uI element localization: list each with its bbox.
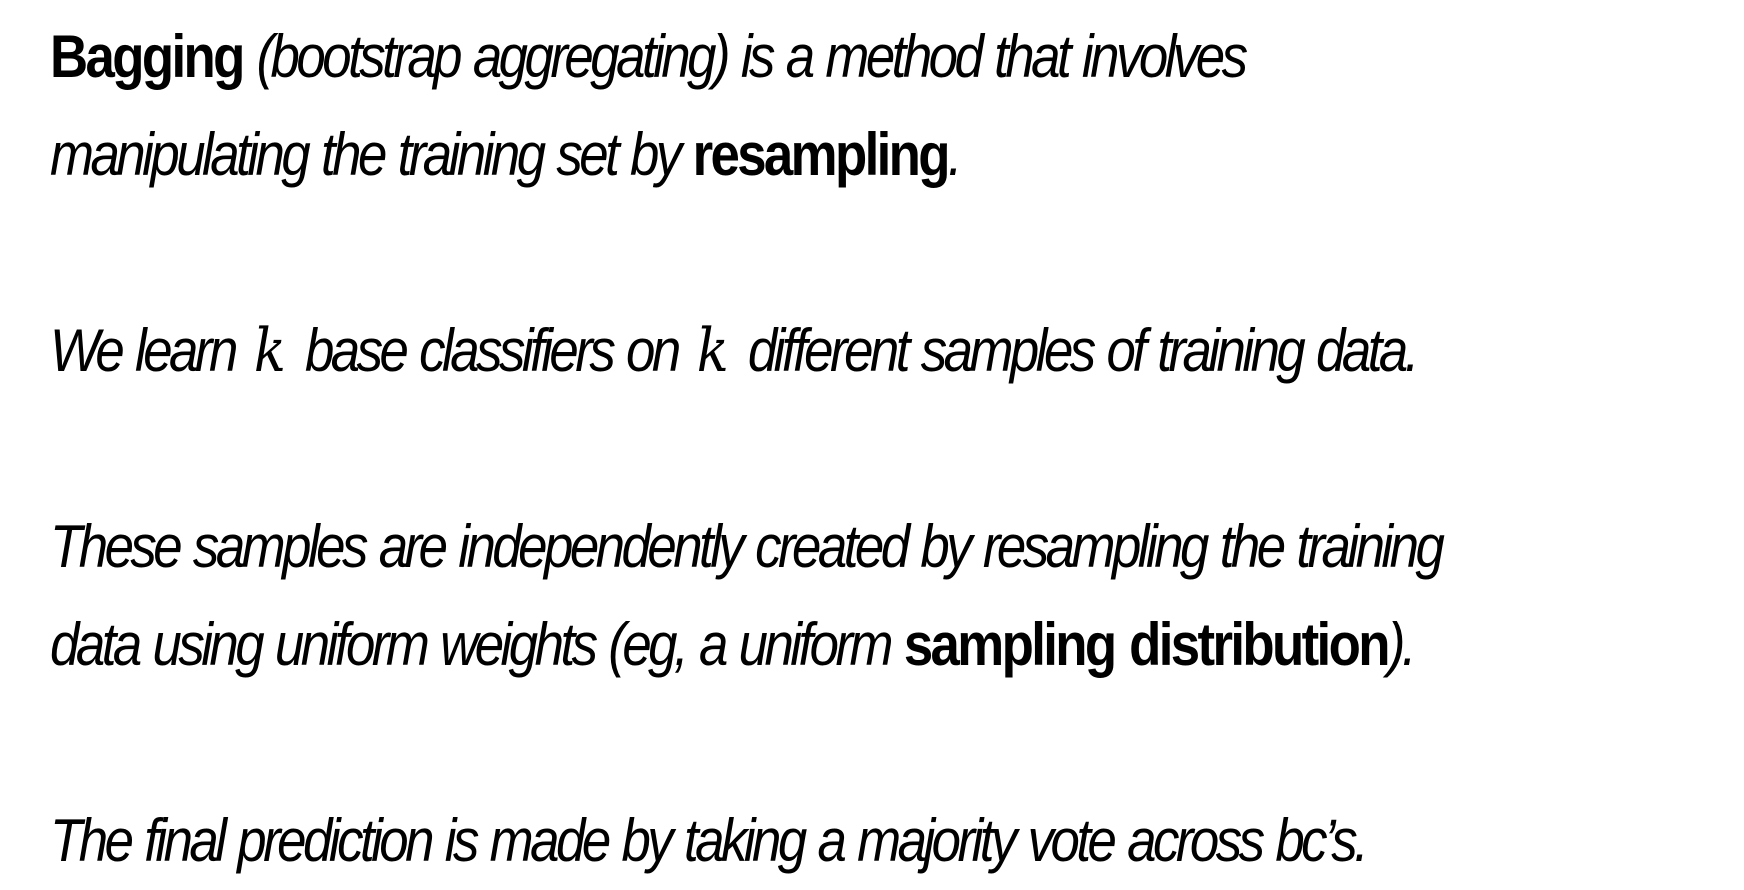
samples-text-b: data using uniform weights (eg, a uniform [50,611,904,678]
math-variable-k: k [253,316,286,386]
term-sampling-distribution: sampling distribution [903,611,1388,678]
bagging-definition-line-2 [50,106,1541,204]
bagging-definition-line-1 [50,8,1541,106]
term-bagging: Bagging [50,23,243,90]
definition-text-cont: manipulating the training set by [50,121,693,188]
definition-period: . [947,121,960,188]
paragraph-gap [50,204,1744,302]
paragraph-gap [50,400,1744,498]
samples-line-1 [50,498,1541,596]
classifiers-text-b: base classifiers on [291,317,692,384]
definition-text: (bootstrap aggregating) is a method that involves [242,23,1245,90]
classifiers-text-a: We learn [50,317,249,384]
base-classifiers-line [50,302,1541,400]
samples-end: ). [1387,611,1414,678]
samples-text-a: These samples are independently created by resampling the training [50,513,1442,580]
final-prediction-line [50,792,1541,890]
samples-line-2 [50,596,1541,694]
term-resampling: resampling [692,121,948,188]
paragraph-gap [50,694,1744,792]
classifiers-text-c: different samples of training data. [734,317,1416,384]
final-prediction-text: The final prediction is made by taking a majority vote across bc’s. [50,807,1366,874]
math-variable-k-second: k [696,316,729,386]
